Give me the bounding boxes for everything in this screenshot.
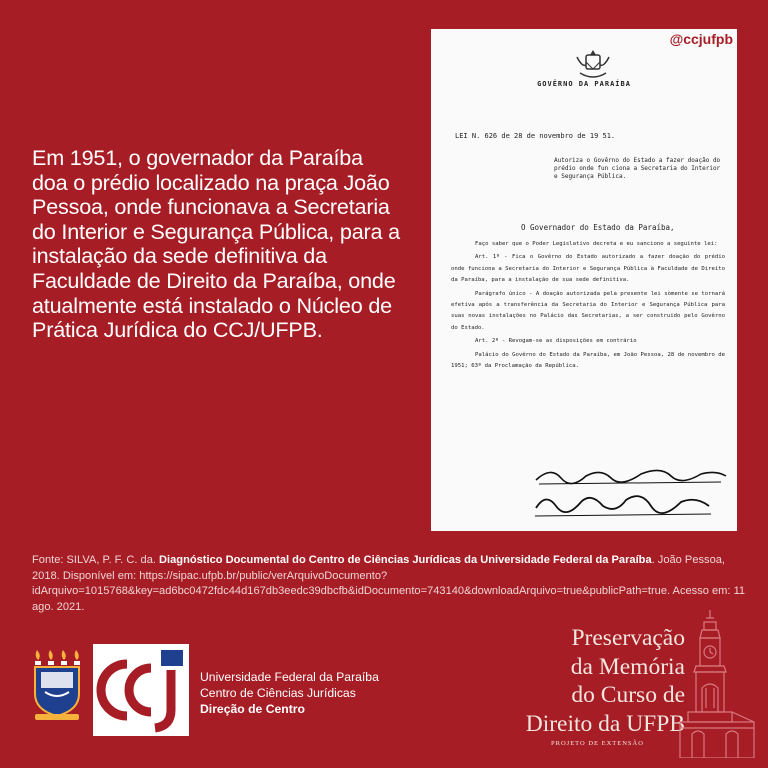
project-title [470, 624, 685, 747]
signatures [531, 462, 731, 522]
law-summary: Autoriza o Govêrno do Estado a fazer doação do prédio onde fun ciona a Secretaria do Interior e Segurança Pública. [554, 157, 721, 180]
law-number: LEI N. 626 de 28 de novembro de 19 51. [455, 132, 616, 140]
law-paragraph: Art. 2º - Revogam-se as disposições em contrário [475, 338, 637, 345]
law-document-image [431, 29, 737, 531]
ccj-logo [93, 644, 189, 736]
project-title-line: do Curso de [571, 682, 685, 709]
project-title-line: da Memória [570, 653, 685, 680]
ufpb-logo-icon [31, 648, 83, 723]
project-subtitle: PROJETO DE EXTENSÃO [551, 740, 644, 748]
project-title-line: Preservação [571, 625, 685, 651]
source-title: Diagnóstico Documental do Centro de Ciências Jurídicas da Universidade Federal da Paraíba [159, 554, 652, 566]
law-body [451, 239, 725, 374]
university-name: Universidade Federal da Paraíba [200, 670, 379, 684]
source-citation [32, 553, 752, 615]
governor-title: O Governador do Estado da Paraíba, [521, 223, 675, 232]
building-tower-icon [670, 608, 762, 758]
instagram-handle[interactable]: @ccjufpb [669, 31, 733, 47]
intro-text: Em 1951, o governador da Paraíba doa o prédio localizado na praça João Pessoa, onde funcionava a Secretaria do Interior e Segurança Pública, para a instalação da sede definitiva da Faculdade de Direito da Paraíba, onde atualmente está instalado o Núcleo de Prática Jurídica do CCJ/UFPB. [32, 145, 400, 343]
direction-name: Direção de Centro [200, 702, 305, 716]
source-rest: . João Pessoa, 2018. Disponível em: https://sipac.ufpb.br/public/verArquivoDocumento?idArquivo=1015768&key=ad6bc0472fdc44d167db3eedc39dbcfb&idDocumento=743140&downloadArquivo=true&publicPath=true. Acesso em: 11 ago. 2021. [32, 554, 746, 613]
institution-block [200, 669, 379, 717]
ccj-logo-icon [93, 644, 189, 736]
law-paragraph: Art. 1º - Fica o Govêrno do Estado autorizado a fazer doação do prédio onde funciona a Secretaria do Interior e Segurança Pública à Faculdade de Direito da Paraíba, para a instalação de sua sede definitiva. [451, 254, 725, 284]
center-name: Centro de Ciências Jurídicas [200, 686, 356, 700]
project-title-line: Direito da UFPB [525, 710, 685, 737]
document-header: GOVÊRNO DA PARAÍBA [537, 80, 631, 88]
law-paragraph: Parágrafo único - A doação autorizada pela presente lei sòmente se tornará efetiva após a transferência da Secretaria do Interior e Segurança Pública para suas novas instalações no Palácio das Secretarias, a ser construido pelo Govêrno do Estado. [451, 290, 725, 331]
coat-of-arms-icon [574, 47, 612, 83]
source-prefix: Fonte: SILVA, P. F. C. da. [32, 554, 160, 566]
law-paragraph: Faço saber que o Poder Legislativo decreta e eu sanciono a seguinte lei: [475, 241, 718, 247]
law-paragraph: Palácio do Govêrno do Estado da Paraíba, em João Pessoa, 28 de novembro de 1951; 63º da Proclamação da República. [451, 351, 725, 370]
